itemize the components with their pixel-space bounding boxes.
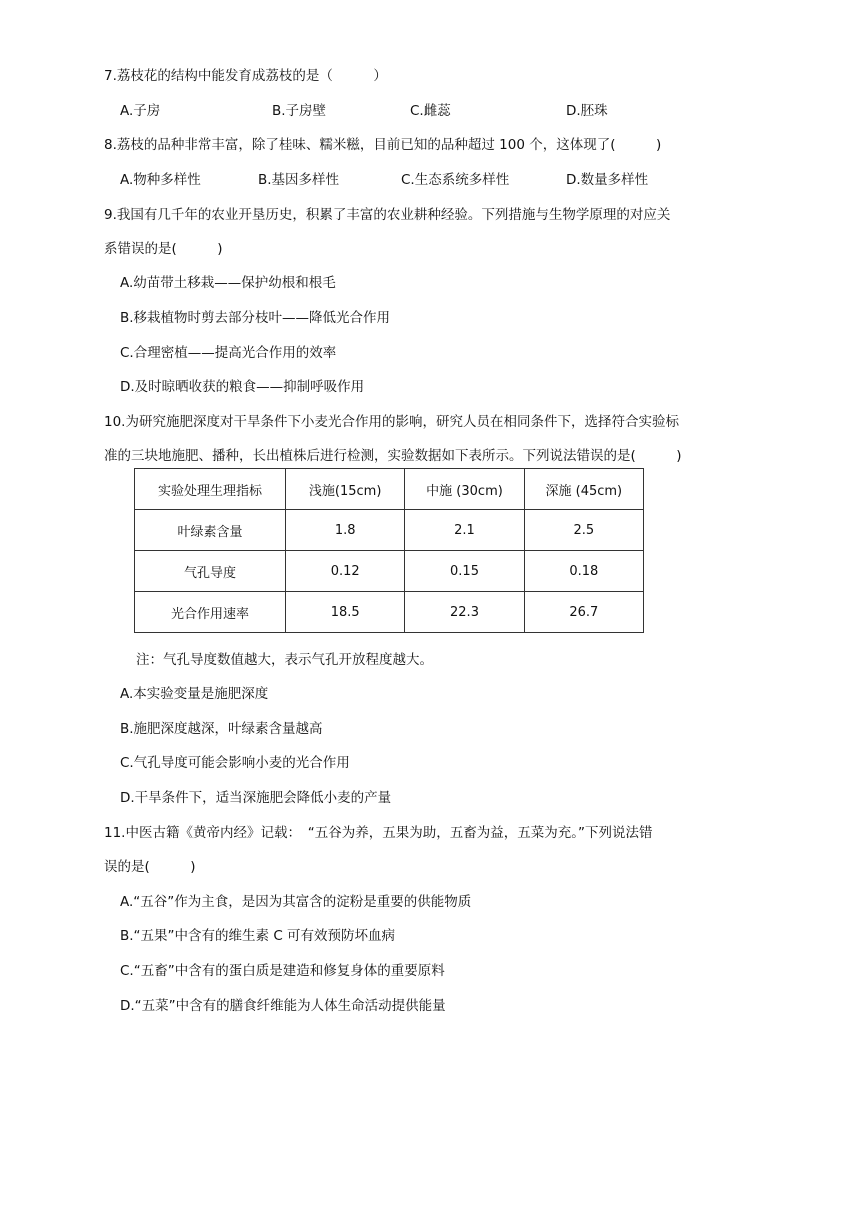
- question-8-stem: 8.荔枝的品种非常丰富，除了桂味、糯米糍，目前已知的品种超过 100 个，这体现了( ): [104, 137, 662, 153]
- question-10-table-note: 注：气孔导度数值越大，表示气孔开放程度越大。: [136, 652, 433, 668]
- table-cell: 1.8: [286, 510, 405, 551]
- table-cell: 叶绿素含量: [135, 510, 286, 551]
- question-8-option-c: C.生态系统多样性: [401, 172, 510, 188]
- question-8-option-a: A.物种多样性: [120, 172, 201, 188]
- table-cell: 光合作用速率: [135, 592, 286, 633]
- question-7-option-a: A.子房: [120, 103, 161, 119]
- table-cell: 0.18: [524, 551, 643, 592]
- question-10-option-b: B.施肥深度越深，叶绿素含量越高: [120, 721, 323, 737]
- question-10-option-c: C.气孔导度可能会影响小麦的光合作用: [120, 755, 350, 771]
- table-header-row: [135, 469, 644, 510]
- question-8-option-d: D.数量多样性: [566, 172, 649, 188]
- question-7-option-d: D.胚珠: [566, 103, 608, 119]
- table-cell: 18.5: [286, 592, 405, 633]
- table-row: [135, 510, 644, 551]
- question-9-option-b: B.移栽植物时剪去部分枝叶——降低光合作用: [120, 310, 391, 326]
- question-11-option-a: A.“五谷”作为主食，是因为其富含的淀粉是重要的供能物质: [120, 894, 472, 910]
- question-11-stem-line-2: 误的是( ): [104, 859, 196, 875]
- table-cell: 0.15: [405, 551, 524, 592]
- question-11-option-c: C.“五畜”中含有的蛋白质是建造和修复身体的重要原料: [120, 963, 445, 979]
- question-10-stem-line-2: 准的三块地施肥、播种，长出植株后进行检测，实验数据如下表所示。下列说法错误的是( ): [104, 448, 682, 464]
- question-8-option-b: B.基因多样性: [258, 172, 340, 188]
- question-11-stem-line-1: 11.中医古籍《黄帝内经》记载： “五谷为养，五果为助，五畜为益，五菜为充。”下列说法错: [104, 825, 653, 841]
- question-10-data-table: [134, 468, 644, 633]
- question-9-stem-line-1: 9.我国有几千年的农业开垦历史，积累了丰富的农业耕种经验。下列措施与生物学原理的对应关: [104, 207, 671, 223]
- question-10-stem-line-1: 10.为研究施肥深度对干旱条件下小麦光合作用的影响，研究人员在相同条件下，选择符合实验标: [104, 414, 679, 430]
- table-cell: 2.1: [405, 510, 524, 551]
- table-cell: 气孔导度: [135, 551, 286, 592]
- table-header-cell: 中施 (30cm): [405, 469, 524, 510]
- question-9-option-c: C.合理密植——提高光合作用的效率: [120, 345, 337, 361]
- table-row: [135, 551, 644, 592]
- question-7-stem: 7.荔枝花的结构中能发育成荔枝的是（ ）: [104, 68, 387, 84]
- table-header-cell: 深施 (45cm): [524, 469, 643, 510]
- question-7-option-b: B.子房壁: [272, 103, 327, 119]
- question-9-option-d: D.及时晾晒收获的粮食——抑制呼吸作用: [120, 379, 365, 395]
- question-11-option-b: B.“五果”中含有的维生素 C 可有效预防坏血病: [120, 928, 396, 944]
- table-cell: 2.5: [524, 510, 643, 551]
- table-row: [135, 592, 644, 633]
- question-10-option-d: D.干旱条件下，适当深施肥会降低小麦的产量: [120, 790, 392, 806]
- table-cell: 26.7: [524, 592, 643, 633]
- question-10-option-a: A.本实验变量是施肥深度: [120, 686, 269, 702]
- table-cell: 22.3: [405, 592, 524, 633]
- question-7-option-c: C.雌蕊: [410, 103, 451, 119]
- question-11-option-d: D.“五菜”中含有的膳食纤维能为人体生命活动提供能量: [120, 998, 446, 1014]
- table-cell: 0.12: [286, 551, 405, 592]
- question-9-option-a: A.幼苗带土移栽——保护幼根和根毛: [120, 275, 336, 291]
- table-header-cell: 浅施(15cm): [286, 469, 405, 510]
- question-9-stem-line-2: 系错误的是( ): [104, 241, 223, 257]
- table-header-cell: 实验处理生理指标: [135, 469, 286, 510]
